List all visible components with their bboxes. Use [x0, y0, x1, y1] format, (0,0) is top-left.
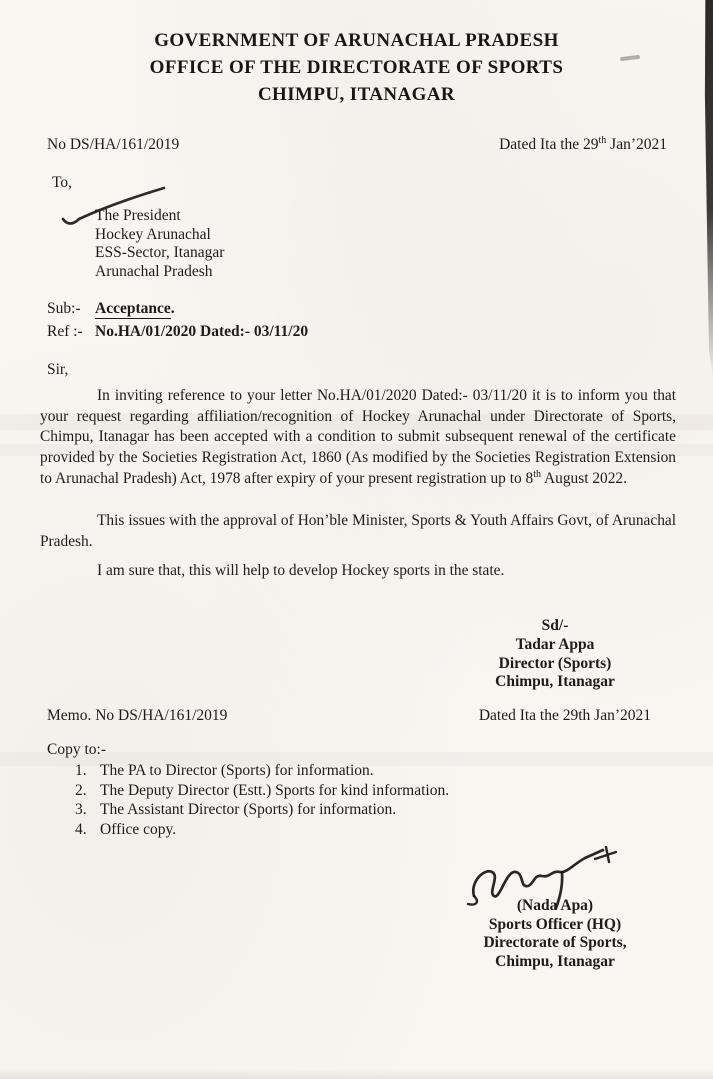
director-place: Chimpu, Itanagar: [495, 673, 615, 691]
reference-value: No.HA/01/2020 Dated:- 03/11/20: [95, 323, 309, 340]
body-paragraph-1-ordinal: th: [533, 468, 542, 480]
copy-to-item: [75, 761, 449, 781]
letter-date-year: Jan’2021: [606, 136, 667, 153]
footer-signature-block: [460, 897, 650, 971]
letter-date: [499, 136, 667, 154]
letter-date-text: Dated Ita the 29: [499, 136, 599, 153]
reference-label: Ref :-: [47, 323, 83, 340]
body-paragraph-1-tail: August 2022.: [541, 469, 627, 487]
addressee-line: ESS-Sector, Itanagar: [95, 244, 225, 262]
body-paragraph-1-text: In inviting reference to your letter No.HA/01/2020 Dated:- 03/11/20 it is to inform you that your request regarding affiliation/recognition of Hockey Arunachal under Directorate of Sports, Chimpu, Itanagar has been accepted with a condition to submit subsequent renewal of the certificate provided by the Societies Registration Act, 1860 (As modified by the Societies Registration Extension to Arunachal Pradesh) Act, 1978 after expiry of your present registration up to 8: [40, 387, 676, 487]
copy-to-item: [75, 781, 449, 801]
subject-label: Sub:-: [47, 300, 81, 317]
letterhead-office-line: OFFICE OF THE DIRECTORATE OF SPORTS: [149, 57, 564, 78]
subject-value-wrap: [95, 300, 175, 318]
copy-to-item-text: The Assistant Director (Sports) for information.: [100, 801, 397, 819]
body-paragraph-1: [40, 386, 676, 490]
officer-designation: Sports Officer (HQ): [488, 915, 622, 933]
letterhead-location-line: CHIMPU, ITANAGAR: [257, 84, 456, 105]
copy-to-item-number: 1.: [75, 762, 87, 779]
copy-to-item-text: Office copy.: [100, 820, 177, 838]
body-paragraph-3: I am sure that, this will help to develop Hockey sports in the state.: [97, 562, 505, 579]
copy-to-item: [75, 820, 449, 840]
salutation: Sir,: [47, 361, 69, 378]
copy-to-item-text: The Deputy Director (Estt.) Sports for kind information.: [100, 781, 450, 799]
signed-block: [462, 617, 648, 692]
scan-bottom-shadow: [0, 1069, 713, 1079]
addressee-line: The President: [95, 207, 181, 224]
to-label: To,: [52, 174, 73, 191]
memo-number: Memo. No DS/HA/161/2019: [47, 707, 228, 724]
officer-org: Directorate of Sports,: [483, 934, 627, 952]
memo-line: [0, 707, 713, 725]
copy-to-item-number: 4.: [75, 820, 87, 838]
memo-date: Dated Ita the 29th Jan’2021: [478, 707, 651, 724]
addressee-line: Arunachal Pradesh: [95, 262, 213, 280]
director-name: Tadar Appa: [515, 635, 595, 653]
subject-line: [47, 300, 175, 318]
copy-to-item-text: The PA to Director (Sports) for information.: [100, 762, 374, 779]
copy-to-list: [75, 761, 449, 839]
officer-name: (Nada Apa): [516, 897, 594, 914]
director-designation: Director (Sports): [498, 654, 612, 672]
reference-line: [47, 323, 308, 341]
subject-value: Acceptance: [95, 300, 171, 317]
copy-to-item-number: 2.: [75, 781, 87, 799]
body-paragraph-2: This issues with the approval of Hon’ble Minister, Sports & Youth Affairs Govt, of Arunachal Pradesh.: [40, 512, 676, 550]
copy-to-item: [75, 800, 449, 820]
letterhead: [0, 27, 713, 108]
addressee-line: Hockey Arunachal: [95, 225, 211, 243]
letterhead-government-line: GOVERNMENT OF ARUNACHAL PRADESH: [154, 30, 559, 51]
officer-place: Chimpu, Itanagar: [495, 952, 615, 970]
number-date-line: [0, 136, 713, 154]
subject-period: .: [170, 300, 175, 317]
letter-date-ordinal: th: [598, 134, 607, 146]
copy-to-item-number: 3.: [75, 801, 87, 819]
sd-notation: Sd/-: [541, 617, 569, 634]
letter-number: No DS/HA/161/2019: [47, 136, 180, 153]
addressee-block: [95, 207, 224, 281]
copy-to-label: Copy to:-: [47, 741, 106, 758]
